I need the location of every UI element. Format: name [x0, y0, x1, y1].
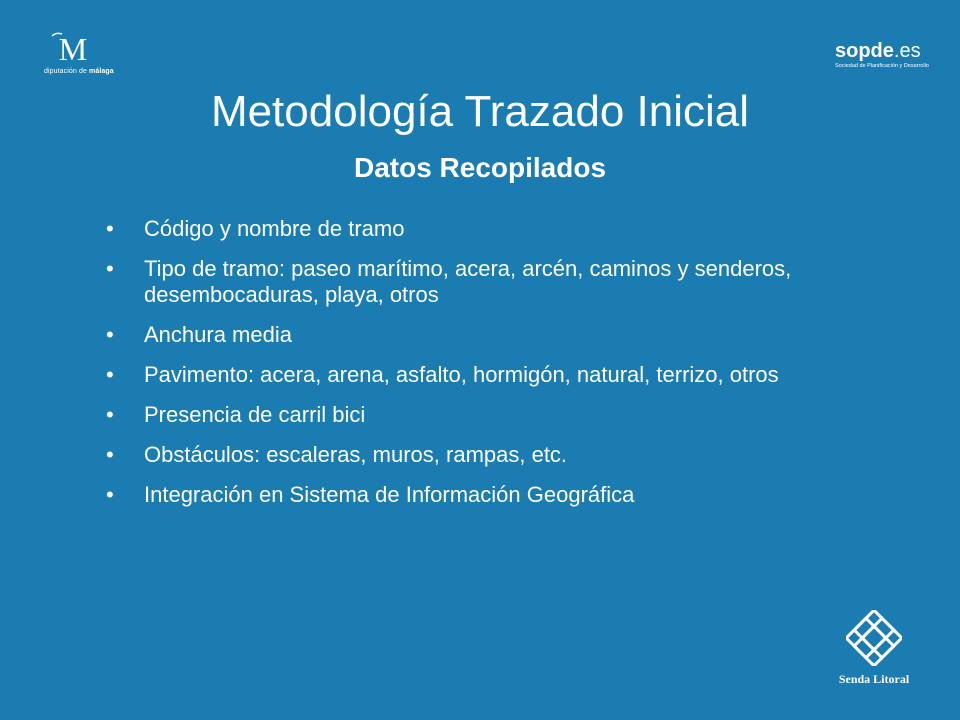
diputacion-malaga-logo — [40, 30, 120, 80]
bullet-item: • Presencia de carril bici — [106, 402, 366, 427]
bullet-item: • Integración en Sistema de Información Geográfica — [106, 482, 635, 507]
slide-subtitle: Datos Recopilados — [353, 152, 607, 183]
senda-litoral-caption: Senda Litoral — [838, 672, 910, 686]
bullet-item: • Obstáculos: escaleras, muros, rampas, etc. — [106, 442, 568, 467]
slide-title: Metodología Trazado Inicial — [210, 87, 750, 136]
bullet-icon: • — [106, 362, 114, 387]
bullet-icon: • — [106, 216, 114, 241]
knot-icon — [846, 610, 902, 666]
sopde-tagline: Sociedad de Planificación y Desarrollo — [835, 63, 929, 69]
bullet-item: • Tipo de tramo: paseo marítimo, acera, arcén, caminos y senderos, desembocaduras, playa, otros — [106, 256, 792, 307]
bullet-icon: • — [106, 482, 114, 507]
bullet-icon: • — [106, 256, 114, 281]
bullet-list — [106, 216, 846, 522]
bullet-icon: • — [106, 322, 114, 347]
bullet-icon: • — [106, 442, 114, 467]
bullet-icon: • — [106, 402, 114, 427]
svg-text:M: M — [58, 31, 88, 64]
senda-litoral-logo — [836, 610, 912, 690]
bullet-item: • Anchura media — [106, 322, 292, 347]
diputacion-m-icon — [48, 30, 98, 64]
bullet-item: • Pavimento: acera, arena, asfalto, hormigón, natural, terrizo, otros — [106, 362, 779, 387]
bullet-item: • Código y nombre de tramo — [106, 216, 405, 241]
sopde-logo — [835, 40, 929, 72]
diputacion-caption: diputación de málaga — [44, 68, 114, 75]
sopde-brand: sopde.es — [835, 40, 921, 62]
